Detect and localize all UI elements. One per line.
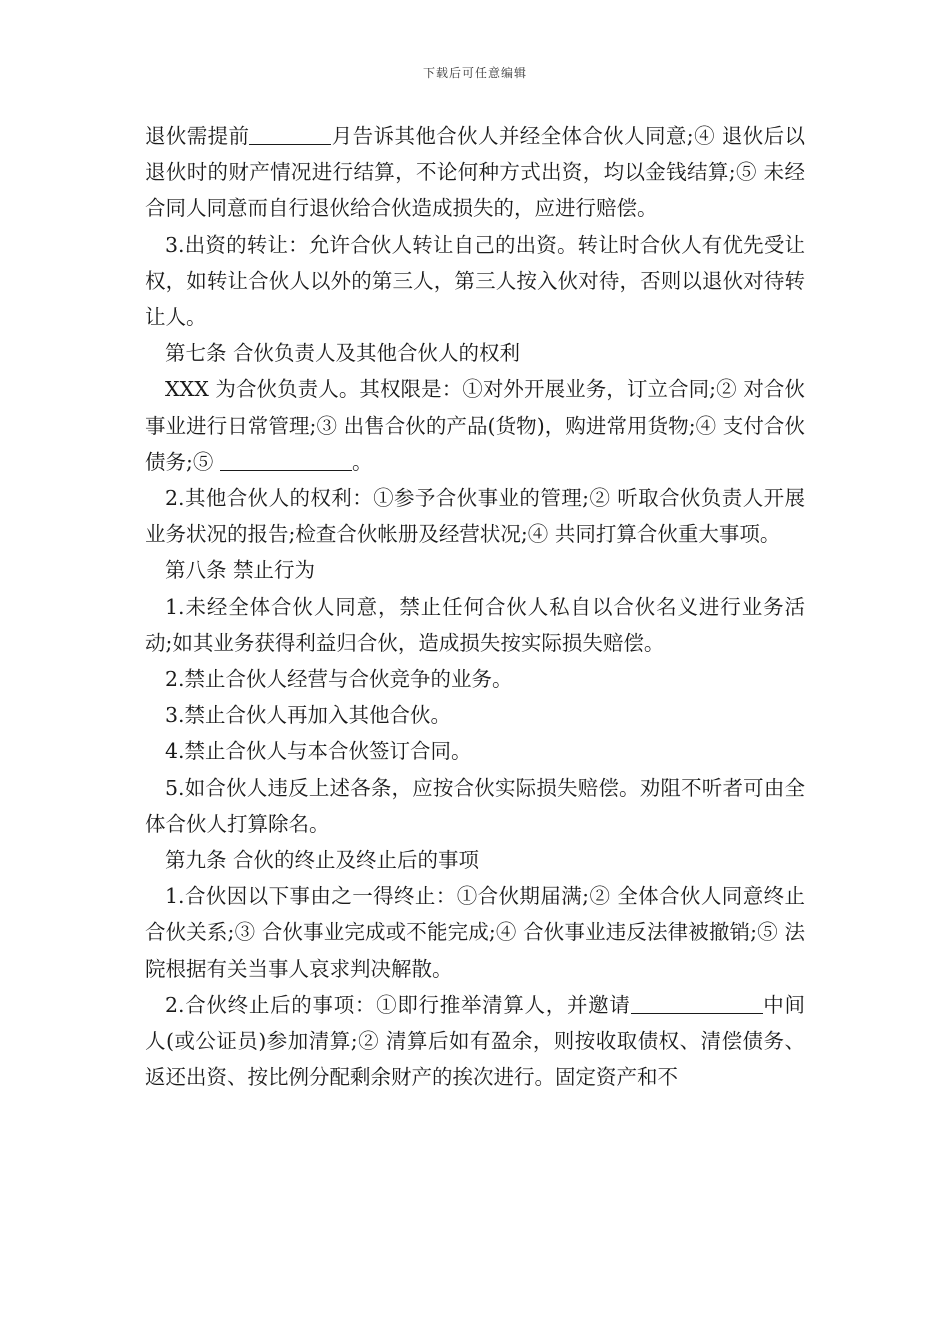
paragraph-text: XXX 为合伙负责人。其权限是：①对外开展业务，订立合同;② 对合伙事业进行日常管理;③ 出售合伙的产品(货物)，购进常用货物;④ 支付合伙债务;⑤ xyxy=(145,377,805,474)
paragraph-text: 退伙需提前 xyxy=(145,124,250,148)
paragraph-text: 2.禁止合伙人经营与合伙竞争的业务。 xyxy=(165,667,513,692)
paragraph-text: 中间人(或公证员)参加清算;② 清算后如有盈余，则按收取债权、清偿债务、返还出资、按比例分配剩余财产的挨次进行。固定资产和不 xyxy=(145,992,806,1090)
paragraph-text: 1.合伙因以下事由之一得终止：①合伙期届满;② 全体合伙人同意终止合伙关系;③ 合伙事业完成或不能完成;④ 合伙事业违反法律被撤销;⑤ 法院根据有关当事人哀求判决解散。 xyxy=(145,884,805,981)
paragraph-text: 月告诉其他合伙人并经全体合伙人同意;④ 退伙后以退伙时的财产情况进行结算，不论何种方式出资，均以金钱结算;⑤ 未经合同人同意而自行退伙给合伙造成损失的，应进行赔偿。 xyxy=(145,124,806,221)
fill-in-blank xyxy=(249,122,331,145)
paragraph-text: 2.合伙终止后的事项：①即行推举清算人，并邀请 xyxy=(165,992,631,1017)
paragraph-end-2 xyxy=(145,987,805,1096)
paragraph-text: 4.禁止合伙人与本合伙签订合同。 xyxy=(165,739,472,764)
paragraph-transfer xyxy=(145,227,805,336)
paragraph-article-9 xyxy=(145,842,805,878)
paragraph-ban-5 xyxy=(145,770,805,842)
fill-in-blank xyxy=(631,991,763,1014)
paragraph-manager xyxy=(145,371,805,480)
paragraph-ban-4 xyxy=(145,733,805,769)
paragraph-text: 5.如合伙人违反上述各条，应按合伙实际损失赔偿。劝阻不听者可由全体合伙人打算除名。 xyxy=(145,775,805,836)
paragraph-text: 第七条 合伙负责人及其他合伙人的权利 xyxy=(165,341,521,366)
paragraph-text: 第八条 禁止行为 xyxy=(165,558,316,583)
paragraph-text: 3.出资的转让：允许合伙人转让自己的出资。转让时合伙人有优先受让权，如转让合伙人以外的第三人，第三人按入伙对待，否则以退伙对待转让人。 xyxy=(145,232,805,330)
paragraph-text: 第九条 合伙的终止及终止后的事项 xyxy=(165,848,480,873)
document-body xyxy=(145,118,805,1095)
page-header: 下载后可任意编辑 xyxy=(422,66,527,80)
paragraph-end-1 xyxy=(145,878,805,987)
paragraph-other-rights xyxy=(145,480,805,552)
paragraph-ban-3 xyxy=(145,697,805,733)
fill-in-blank xyxy=(220,448,352,471)
paragraph-withdraw-cont xyxy=(145,118,805,227)
paragraph-article-7 xyxy=(145,335,805,371)
paragraph-text: 3.禁止合伙人再加入其他合伙。 xyxy=(165,703,452,728)
paragraph-ban-2 xyxy=(145,661,805,697)
paragraph-ban-1 xyxy=(145,589,805,661)
paragraph-text: 1.未经全体合伙人同意，禁止任何合伙人私自以合伙名义进行业务活动;如其业务获得利益归合伙，造成损失按实际损失赔偿。 xyxy=(145,594,805,655)
paragraph-text: 。 xyxy=(351,449,373,474)
paragraph-text: 2.其他合伙人的权利：①参予合伙事业的管理;② 听取合伙负责人开展业务状况的报告;检查合伙帐册及经营状况;④ 共同打算合伙重大事项。 xyxy=(145,486,805,547)
paragraph-article-8 xyxy=(145,552,805,588)
